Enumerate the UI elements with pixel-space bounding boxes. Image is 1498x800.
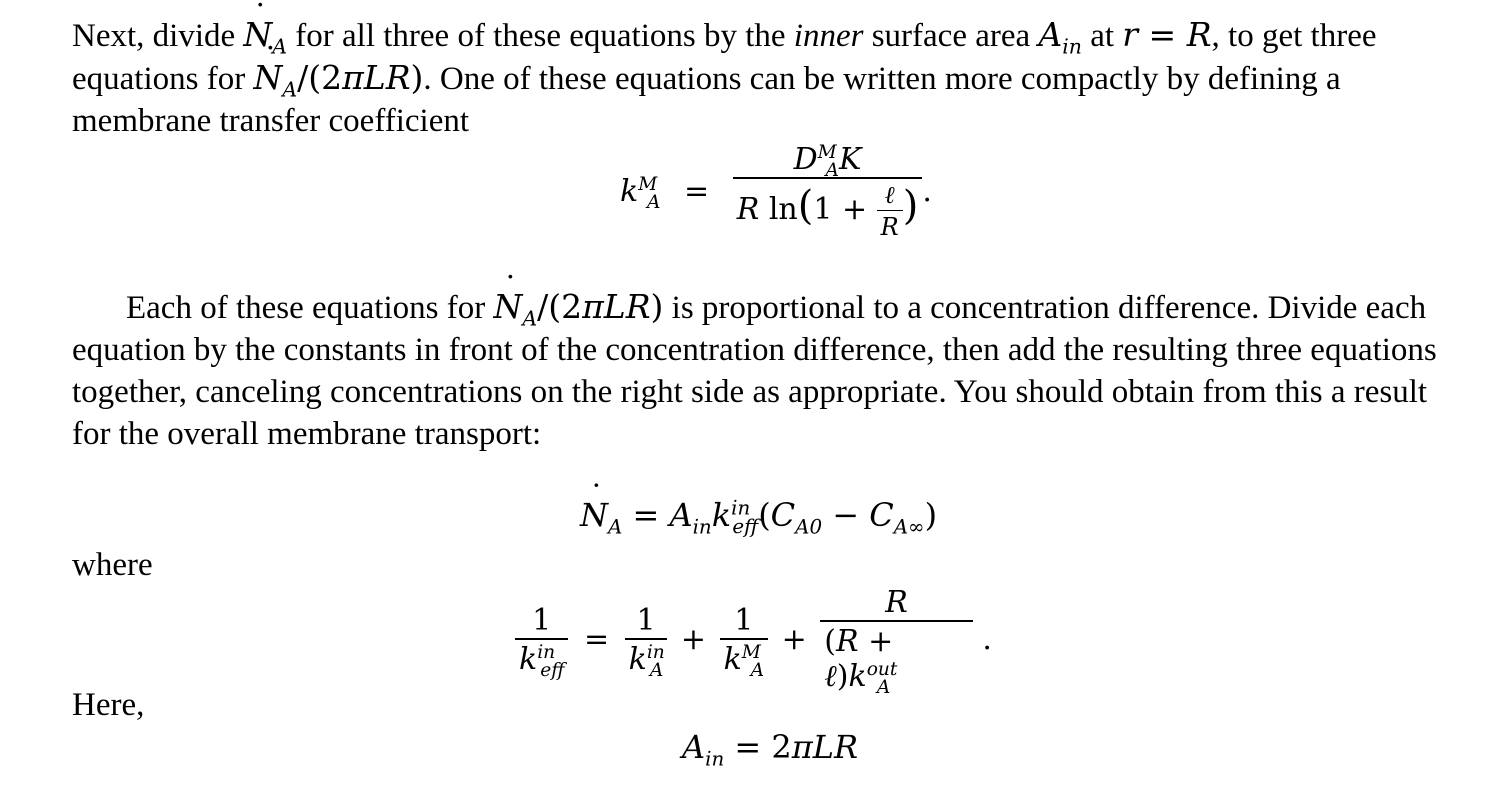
paragraph-2 [72,286,1472,455]
p1-text-4: surface area [863,18,1039,54]
equation-overall-transport: N $˙_A = A_{in}k^{in}_{eff}(C_{A0} - C_{A\infty})$ [580,496,937,534]
p1-text-2: for all three of these equations by the [287,18,794,54]
math-NA-over-2piLR: N $˙_A/(2\pi LR)$ [253,58,423,97]
math-NA-dot: N $˙_A$ [243,15,287,54]
p1-text-7: . One of these equations can be written more compactly by defining a membrane transfer coefficient [72,61,1341,139]
p1-text-6: , to get three equations for [72,18,1377,97]
p1-emphasis-inner: inner [793,18,864,54]
equation-area: $A_{in} = 2\pi LR$ [682,728,859,771]
p2-text-2: is proportional to a concentration difference. Divide each equation by the constants in front of the concentration difference, then add the resulting three equations together, canceling concentrations on the right side as appropriate. You should obtain from this a result for the overall membrane transport: [72,290,1437,452]
p1-text-5: at [1081,18,1123,54]
label-here: Here, [72,687,145,723]
p1-text-1: Next, divide [72,18,244,54]
math-A-in: $A_{in}$ [1038,15,1082,59]
equation-membrane-coefficient: $k^M_A$ = $D^M_AK$ R ln(1 + $\frac{\text{ℓ}}{R}$ ) . [620,142,932,241]
equation-resistances: $\frac{1}{k^{in}_{eff}}$ = $\frac{1}{k^{in}_A}$ + $\frac{1}{k^M_A}$ + $\frac{R}{(R + \ell)k^{out}_A}$ . [515,585,992,694]
label-where: where [72,547,153,583]
p2-text-1: Each of these equations for [126,290,494,326]
paragraph-1 [72,14,1472,142]
math-r-equals-R: r = R [1122,15,1212,54]
math-NA-over-2piLR-2: N $˙_A/(2\pi LR)$ [493,287,663,326]
fraction-km: $D^M_AK$ R ln(1 + $\frac{\text{ℓ}}{R}$ ) [733,142,923,241]
